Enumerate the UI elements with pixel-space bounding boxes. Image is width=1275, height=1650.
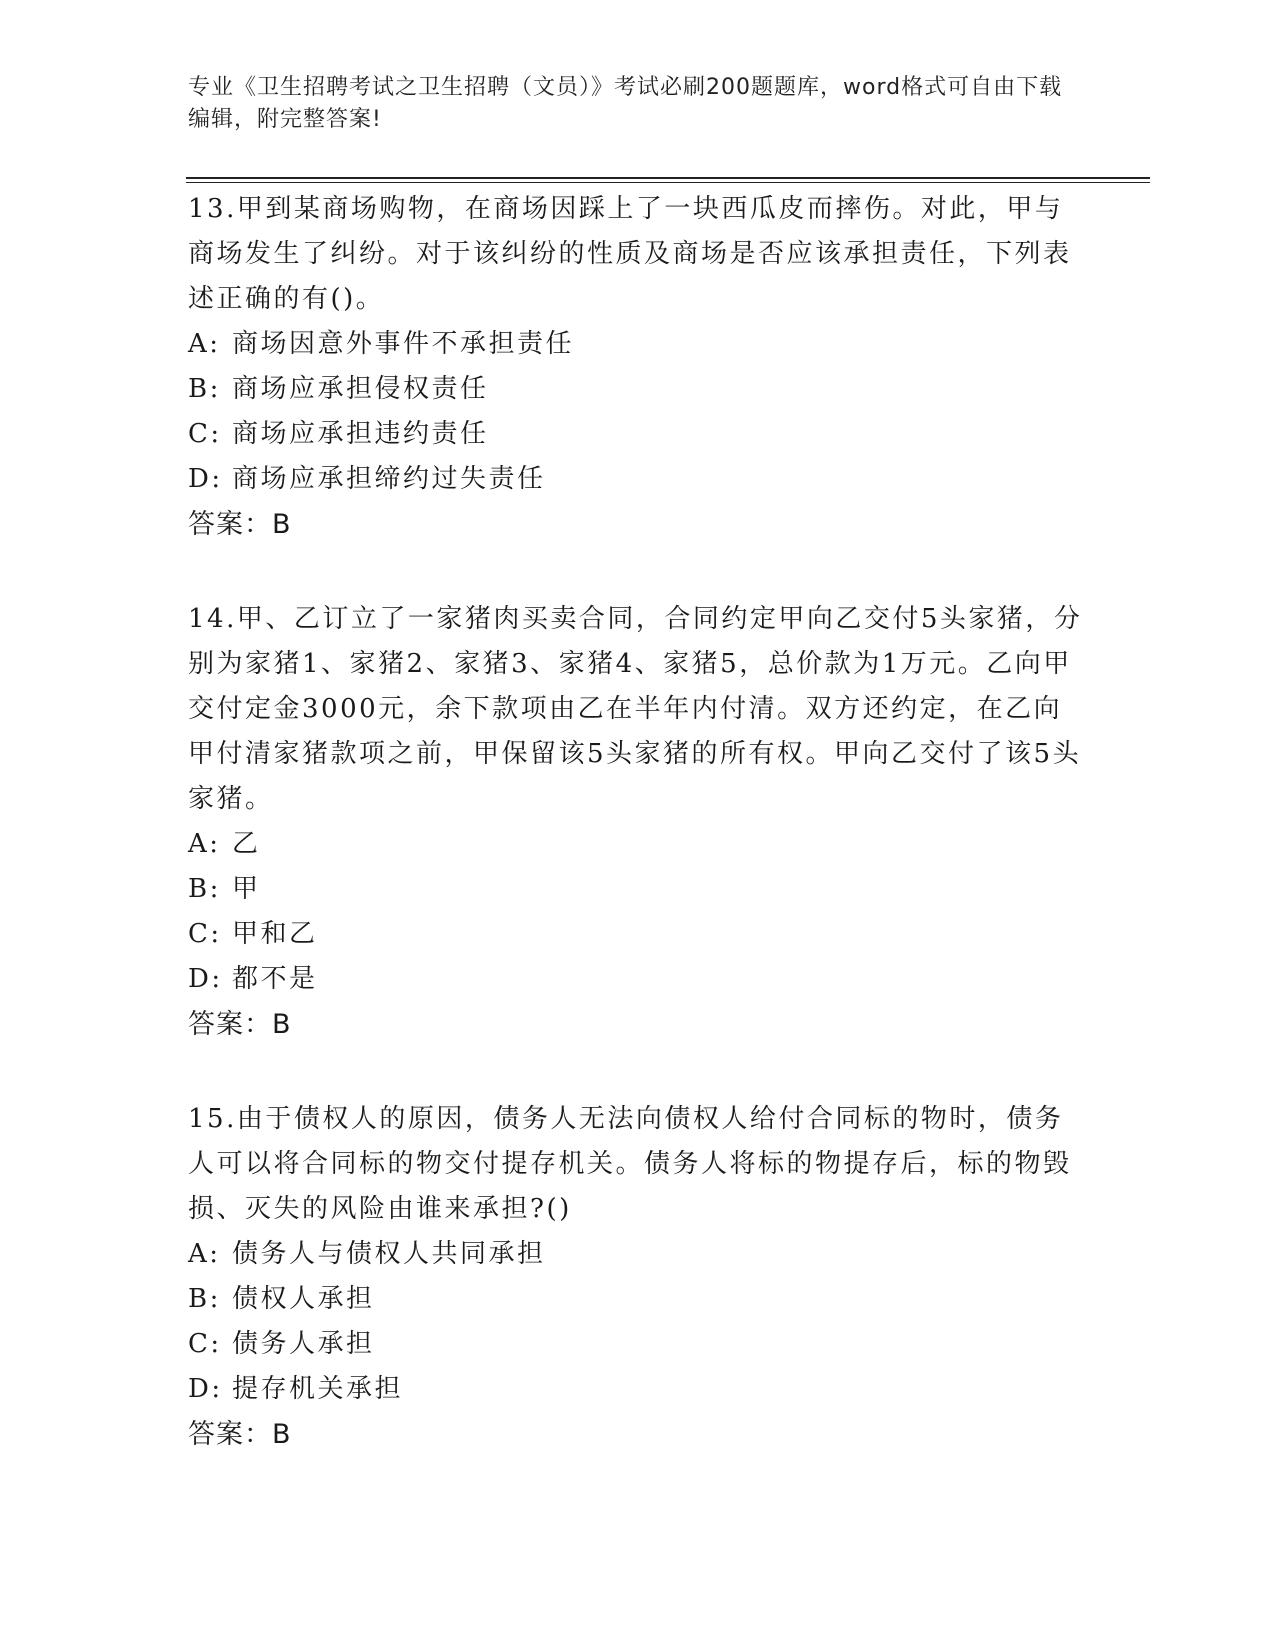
option-key: D:: [188, 1374, 223, 1404]
option-d: [188, 957, 1088, 1002]
question-stem: 13.甲到某商场购物，在商场因踩上了一块西瓜皮而摔伤。对此，甲与商场发生了纠纷。对于该纠纷的性质及商场是否应该承担责任，下列表述正确的有()。: [188, 194, 1072, 314]
option-key: C:: [188, 919, 222, 949]
answer-line: 答案：B: [188, 1009, 292, 1040]
question-14: [188, 597, 1088, 1047]
option-key: A:: [188, 329, 221, 359]
option-b: [188, 367, 1088, 412]
option-text: 甲和乙: [232, 919, 318, 949]
question-stem: 15.由于债权人的原因，债务人无法向债权人给付合同标的物时，债务人可以将合同标的物交付提存机关。债务人将标的物提存后，标的物毁损、灭失的风险由谁来承担?(): [188, 1104, 1072, 1224]
option-text: 乙: [232, 829, 261, 859]
header-rule-thin: [186, 182, 1150, 183]
option-key: A:: [188, 1239, 221, 1269]
option-text: 甲: [232, 874, 261, 904]
option-text: 都不是: [232, 964, 318, 994]
option-c: [188, 912, 1088, 957]
option-text: 商场应承担违约责任: [232, 419, 489, 449]
option-key: B:: [188, 1284, 221, 1314]
answer-line: 答案：B: [188, 509, 292, 540]
option-d: [188, 1367, 1088, 1412]
option-key: B:: [188, 874, 221, 904]
option-d: [188, 457, 1088, 502]
answer-line: 答案：B: [188, 1419, 292, 1450]
option-key: C:: [188, 1329, 222, 1359]
option-key: A:: [188, 829, 221, 859]
option-a: [188, 822, 1088, 867]
option-key: D:: [188, 964, 223, 994]
option-key: B:: [188, 374, 221, 404]
option-b: [188, 1277, 1088, 1322]
option-text: 债权人承担: [232, 1284, 375, 1314]
option-key: D:: [188, 464, 223, 494]
option-text: 债务人承担: [232, 1329, 375, 1359]
option-list: [188, 1232, 1088, 1412]
option-a: [188, 322, 1088, 367]
option-key: C:: [188, 419, 222, 449]
question-stem: 14.甲、乙订立了一家猪肉买卖合同，合同约定甲向乙交付5头家猪，分别为家猪1、家猪2、家猪3、家猪4、家猪5，总价款为1万元。乙向甲交付定金3000元，余下款项由乙在半年内付清。双方还约定，在乙向甲付清家猪款项之前，甲保留该5头家猪的所有权。甲向乙交付了该5头家猪。: [188, 604, 1083, 814]
header-rule-thick: [186, 177, 1150, 179]
question-15: [188, 1097, 1088, 1457]
option-b: [188, 867, 1088, 912]
option-list: [188, 322, 1088, 502]
option-a: [188, 1232, 1088, 1277]
document-header: 专业《卫生招聘考试之卫生招聘（文员）》考试必刷200题题库，word格式可自由下载编辑，附完整答案!: [188, 75, 1063, 132]
option-text: 商场应承担侵权责任: [232, 374, 489, 404]
option-text: 债务人与债权人共同承担: [232, 1239, 546, 1269]
option-list: [188, 822, 1088, 1002]
option-text: 商场应承担缔约过失责任: [232, 464, 546, 494]
option-c: [188, 1322, 1088, 1367]
question-13: [188, 187, 1088, 547]
option-text: 商场因意外事件不承担责任: [232, 329, 575, 359]
option-c: [188, 412, 1088, 457]
option-text: 提存机关承担: [232, 1374, 404, 1404]
